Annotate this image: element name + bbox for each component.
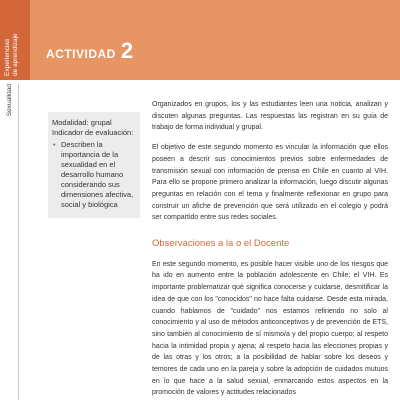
modality-label: Modalidad: grupal [52, 118, 112, 127]
info-box [48, 112, 140, 218]
criteria-item: • Describen la importancia de la sexualidad en el desarrollo humano considerando sus dimensiones afectiva, social y biológica [61, 140, 136, 210]
section-heading: Observaciones a la o el Docente [152, 238, 290, 250]
criteria-label: Indicador de evaluación: [52, 128, 134, 137]
header-side-label [4, 33, 19, 76]
activity-word: ACTIVIDAD [46, 47, 116, 61]
paragraph-1: Organizados en grupos, los y las estudiantes leen una noticia, analizan y discuten algunas preguntas. Las respuestas las registran en su guía de trabajo de forma individual y grupal. [152, 101, 388, 132]
activity-number: 2 [120, 38, 134, 63]
criteria-list [52, 140, 136, 210]
gutter-label: Sexualidad [6, 84, 13, 117]
activity-title [46, 38, 133, 64]
gutter-divider [18, 84, 19, 400]
header-side-label-line1: Experiencias [4, 38, 11, 76]
paragraph-3: En este segundo momento, es posible hacer visible uno de los riesgos que ha ido en aumento entre la población adolescente en Chile: el VIH. Es importante problematizar qué significa conocerse y cuidarse, desmitificar la idea de que con los "conocidos" no hace falta cuidarse. Desde esta mirada, cuando hablamos de "cuidado" nos estamos refiriendo no solo al conocimiento y al uso de métodos anticonceptivos y de prevención de ETS, sino también al conocimiento de sí mismo/a y del propio cuerpo; al respeto hacia la intimidad propia y ajena; al respeto hacia las elecciones propias y de las otras y los otros; a la posibilidad de hablar sobre los deseos y temores de cada uno en la pareja y sobre la adopción de cuidados mutuos en lo que hace a la salud sexual, enmarcando estos aspectos en la promoción de valores y actitudes relacionados [152, 260, 388, 397]
header-side-label-line2: de aprendizaje [11, 33, 19, 76]
main-content [152, 99, 388, 399]
header-side-strip [0, 0, 30, 80]
paragraph-2: El objetivo de este segundo momento es vincular la información que ellos poseen a descrir sus conocimientos previos sobre enfermedades de transmisión sexual con información de prensa en Chile en cuanto al VIH. Para ello se propone primero analizar la información, luego discutir algunas preguntas en relación con el tema y finalmente reflexionar en grupo para construir un afiche de prevención que será utilizado en el colegio y podrá ser compartido entre sus redes sociales. [152, 144, 388, 222]
